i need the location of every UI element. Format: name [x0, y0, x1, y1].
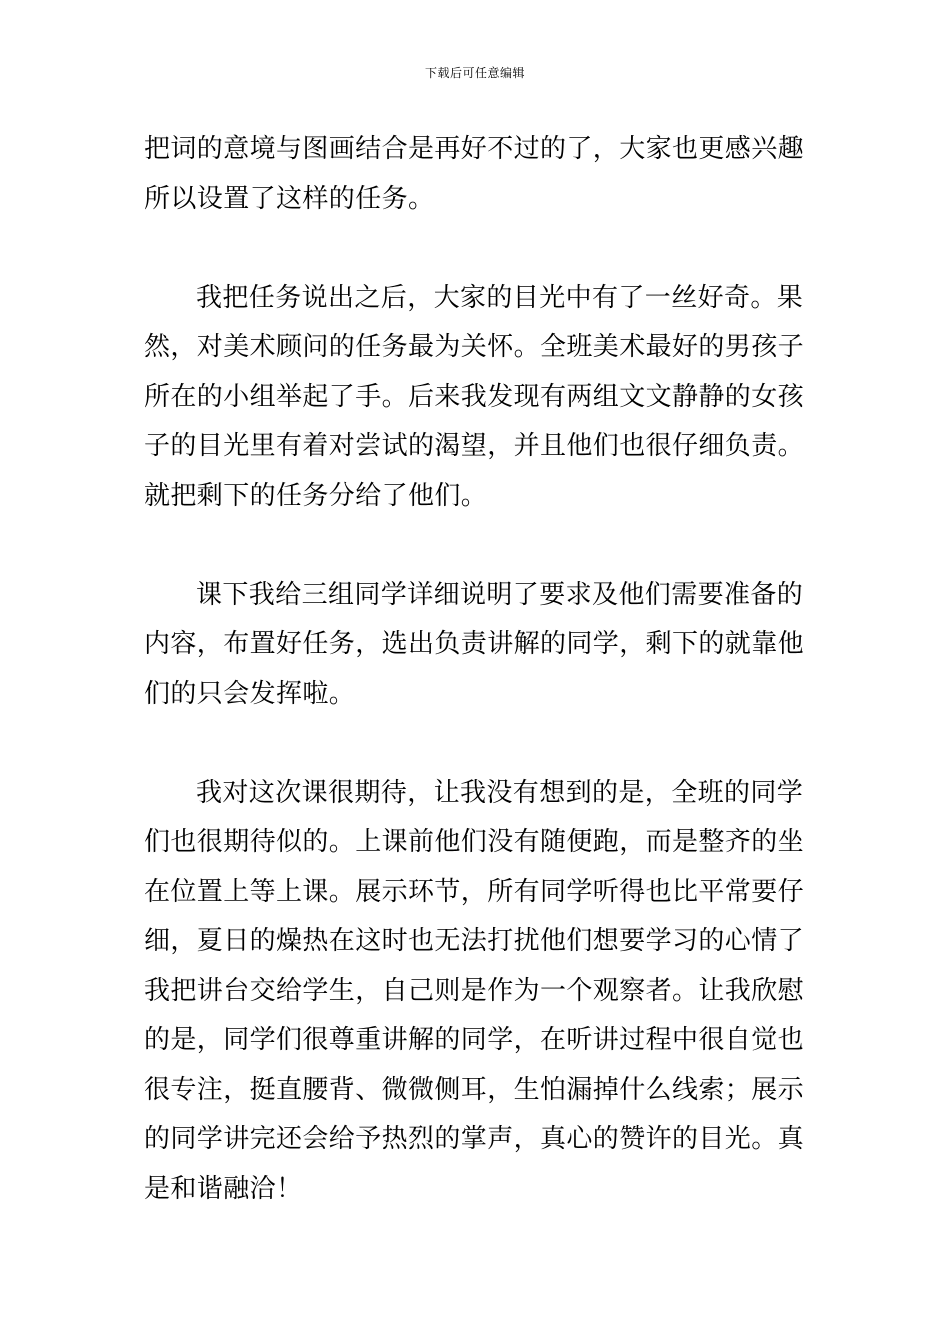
paragraph-3: [144, 571, 808, 720]
paragraph-4: [144, 769, 808, 1215]
document-body: [144, 125, 808, 1214]
text-line: 们也很期待似的。上课前他们没有随便跑，而是整齐的坐: [144, 827, 805, 857]
text-line: 课下我给三组同学详细说明了要求及他们需要准备的: [196, 579, 804, 610]
text-line: 我把讲台交给学生，自己则是作为一个观察者。让我欣慰: [144, 975, 805, 1006]
text-line: 所以设置了这样的任务。: [144, 183, 435, 214]
text-line: 的同学讲完还会给予热烈的掌声，真心的赞许的目光。真: [144, 1124, 805, 1154]
page-header: 下载后可任意编辑: [424, 66, 525, 80]
text-line: 们的只会发挥啦。: [144, 678, 356, 709]
paragraph-gap: [144, 521, 808, 571]
text-line: 然，对美术顾问的任务最为关怀。全班美术最好的男孩子: [144, 332, 805, 362]
text-line: 细，夏日的燥热在这时也无法打扰他们想要学习的心情了: [144, 926, 805, 956]
text-line: 把词的意境与图画结合是再好不过的了，大家也更感兴趣: [144, 134, 805, 164]
text-line: 我对这次课很期待，让我没有想到的是，全班的同学: [196, 777, 804, 808]
paragraph-1: [144, 125, 808, 224]
text-line: 子的目光里有着对尝试的渴望，并且他们也很仔细负责。: [144, 431, 805, 461]
text-line: 是和谐融洽！: [144, 1173, 303, 1204]
paragraph-gap: [144, 719, 808, 769]
text-line: 内容，布置好任务，选出负责讲解的同学，剩下的就靠他: [144, 629, 805, 659]
paragraph-2: [144, 274, 808, 522]
text-line: 我把任务说出之后，大家的目光中有了一丝好奇。果: [196, 282, 804, 313]
text-line: 所在的小组举起了手。后来我发现有两组文文静静的女孩: [144, 381, 805, 412]
text-line: 很专注，挺直腰背、微微侧耳，生怕漏掉什么线索；展示: [144, 1074, 805, 1105]
text-line: 的是，同学们很尊重讲解的同学，在听讲过程中很自觉也: [144, 1025, 805, 1055]
paragraph-gap: [144, 224, 808, 274]
text-line: 就把剩下的任务分给了他们。: [144, 480, 488, 511]
text-line: 在位置上等上课。展示环节，所有同学听得也比平常要仔: [144, 876, 805, 907]
